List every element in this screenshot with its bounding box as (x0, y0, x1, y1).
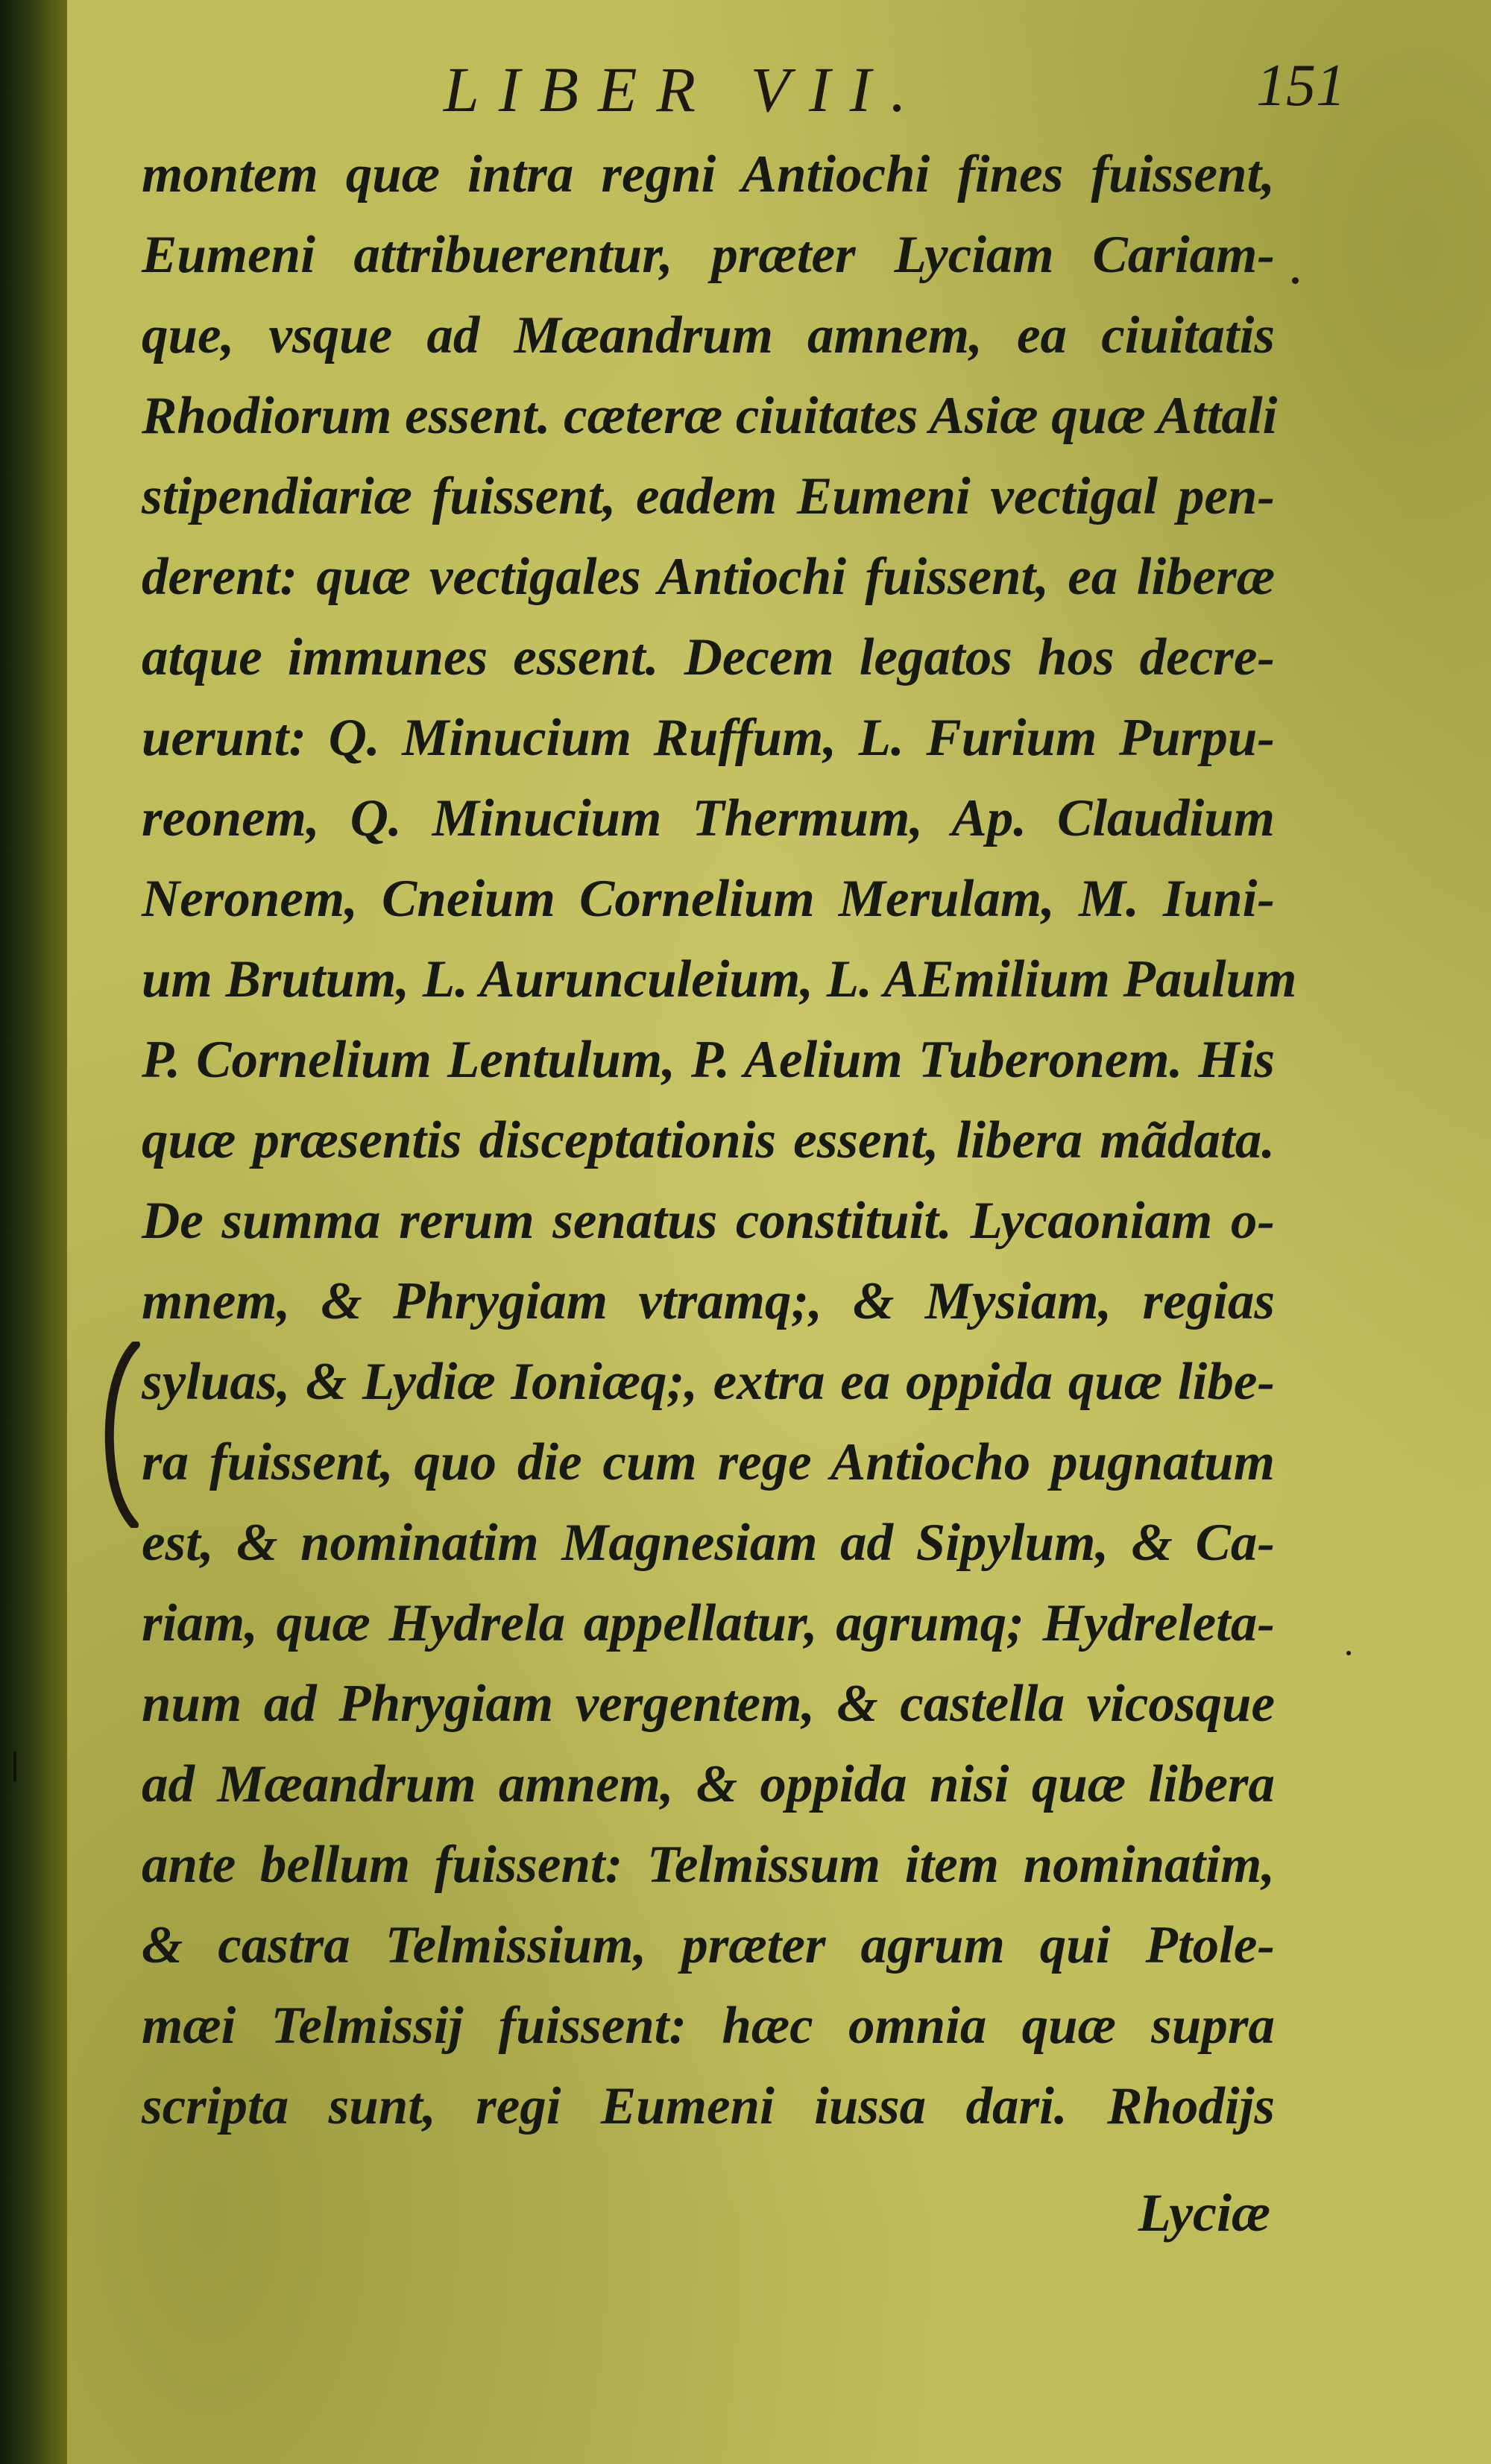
text-line: syluas, & Lydiæ Ioniæq;, extra ea oppida quæ libe- (142, 1353, 1275, 1411)
text-line: Eumeni attribuerentur, præter Lyciam Cariam- (142, 226, 1275, 284)
text-line: ra fuissent, quo die cum rege Antiocho pugnatum (142, 1433, 1275, 1491)
running-title: LIBER VII. (444, 54, 926, 125)
text-line: Neronem, Cneium Cornelium Merulam, M. Iuni- (142, 870, 1275, 928)
page-header (444, 52, 1346, 127)
text-line: P. Cornelium Lentulum, P. Aelium Tuberonem. His (142, 1031, 1275, 1089)
text-line: mnem, & Phrygiam vtramq;, & Mysiam, regias (142, 1272, 1275, 1330)
catchword: Lyciæ (1138, 2183, 1270, 2243)
text-line: Rhodiorum essent. cæteræ ciuitates Asiæ quæ Attali (142, 387, 1278, 445)
text-line: quæ præsentis disceptationis essent, libera mãdata. (142, 1111, 1275, 1169)
text-line: & castra Telmissium, præter agrum qui Ptole- (142, 1916, 1275, 1974)
text-line: est, & nominatim Magnesiam ad Sipylum, & Ca- (142, 1514, 1275, 1572)
page-number: 151 (1256, 53, 1346, 119)
text-line: um Brutum, L. Aurunculeium, L. AEmilium Paulum (142, 950, 1297, 1008)
text-line: mæi Telmissij fuissent: hæc omnia quæ supra (142, 1997, 1275, 2055)
text-line: atque immunes essent. Decem legatos hos decre- (142, 628, 1275, 686)
text-line: derent: quæ vectigales Antiochi fuissent, ea liberæ (142, 548, 1275, 606)
text-line: riam, quæ Hydrela appellatur, agrumq; Hydreleta- (142, 1594, 1275, 1652)
ink-speck (1346, 1651, 1351, 1655)
text-line: De summa rerum senatus constituit. Lycaoniam o- (142, 1192, 1275, 1250)
text-line: num ad Phrygiam vergentem, & castella vicosque (142, 1675, 1275, 1733)
body-text (142, 134, 1297, 2146)
text-line: uerunt: Q. Minucium Ruffum, L. Furium Purpu- (142, 709, 1275, 767)
text-line: scripta sunt, regi Eumeni iussa dari. Rhodijs (142, 2077, 1275, 2135)
text-line: stipendiariæ fuissent, eadem Eumeni vectigal pen- (142, 467, 1275, 525)
gutter-mark (13, 1751, 16, 1781)
text-line: reonem, Q. Minucium Thermum, Ap. Claudium (142, 789, 1275, 847)
text-line: montem quæ intra regni Antiochi fines fuissent, (142, 145, 1275, 203)
text-line: ad Mæandrum amnem, & oppida nisi quæ libera (142, 1755, 1275, 1813)
text-line: ante bellum fuissent: Telmissum item nominatim, (142, 1836, 1275, 1894)
ink-speck (1292, 277, 1299, 284)
text-line: que, vsque ad Mæandrum amnem, ea ciuitatis (142, 306, 1275, 364)
margin-bracket-mark (97, 1342, 142, 1528)
